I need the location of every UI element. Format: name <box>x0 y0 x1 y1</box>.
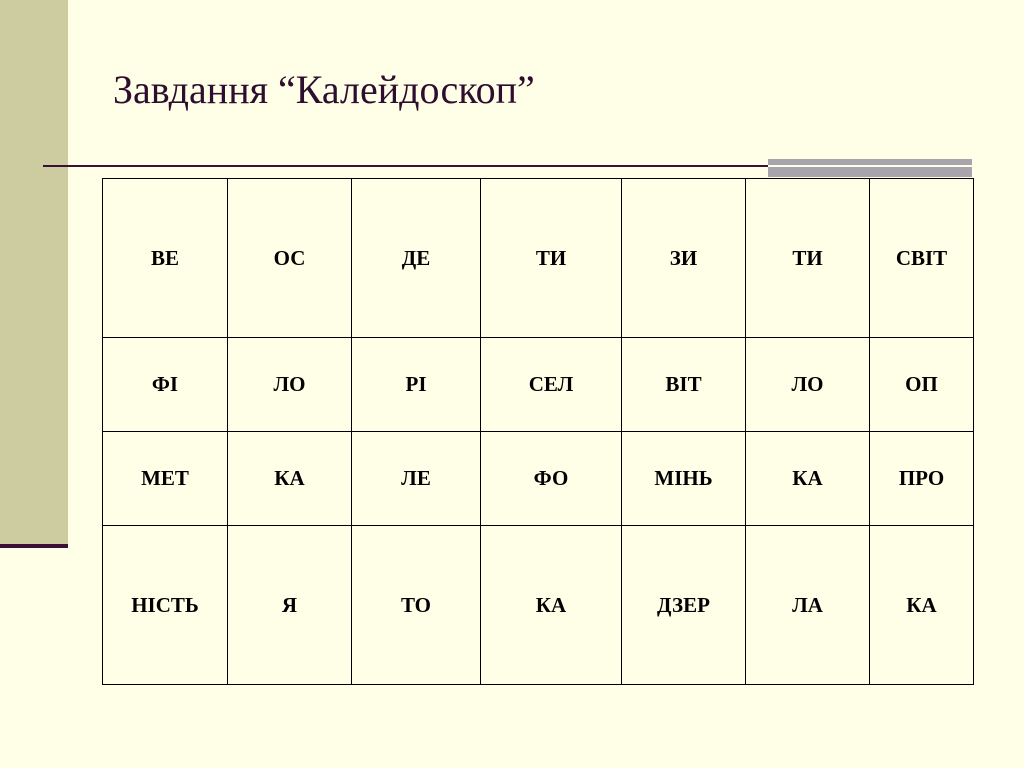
table-cell: ЛО <box>746 338 870 432</box>
table-cell: КА <box>228 432 352 526</box>
title-accent-bar <box>768 159 972 177</box>
left-decor-bar <box>0 0 68 545</box>
table-cell: ТИ <box>481 179 622 338</box>
table-row <box>103 432 974 526</box>
table-cell: ФО <box>481 432 622 526</box>
table-row <box>103 179 974 338</box>
table-cell: КА <box>481 526 622 685</box>
table-cell: ЛО <box>228 338 352 432</box>
table-row <box>103 338 974 432</box>
slide-title: Завдання “Калейдоскоп” <box>113 67 535 112</box>
table-cell: ЛА <box>746 526 870 685</box>
table-cell: ДЗЕР <box>622 526 746 685</box>
table-cell: ТО <box>352 526 481 685</box>
table-cell: НІСТЬ <box>103 526 228 685</box>
table-row <box>103 526 974 685</box>
table-cell: КА <box>746 432 870 526</box>
table-cell: СВІТ <box>870 179 974 338</box>
table-cell: ОС <box>228 179 352 338</box>
table-cell: ЗИ <box>622 179 746 338</box>
table-cell: ФІ <box>103 338 228 432</box>
table-cell: МЕТ <box>103 432 228 526</box>
table-cell: КА <box>870 526 974 685</box>
table-cell: ЛЕ <box>352 432 481 526</box>
table-cell: Я <box>228 526 352 685</box>
left-decor-line <box>0 544 68 548</box>
syllable-table <box>102 178 974 685</box>
table-cell: ДЕ <box>352 179 481 338</box>
table-cell: ОП <box>870 338 974 432</box>
table-cell: ВІТ <box>622 338 746 432</box>
table-cell: ПРО <box>870 432 974 526</box>
table-cell: РІ <box>352 338 481 432</box>
table-cell: ТИ <box>746 179 870 338</box>
table-cell: ВЕ <box>103 179 228 338</box>
table-cell: МІНЬ <box>622 432 746 526</box>
table-cell: СЕЛ <box>481 338 622 432</box>
